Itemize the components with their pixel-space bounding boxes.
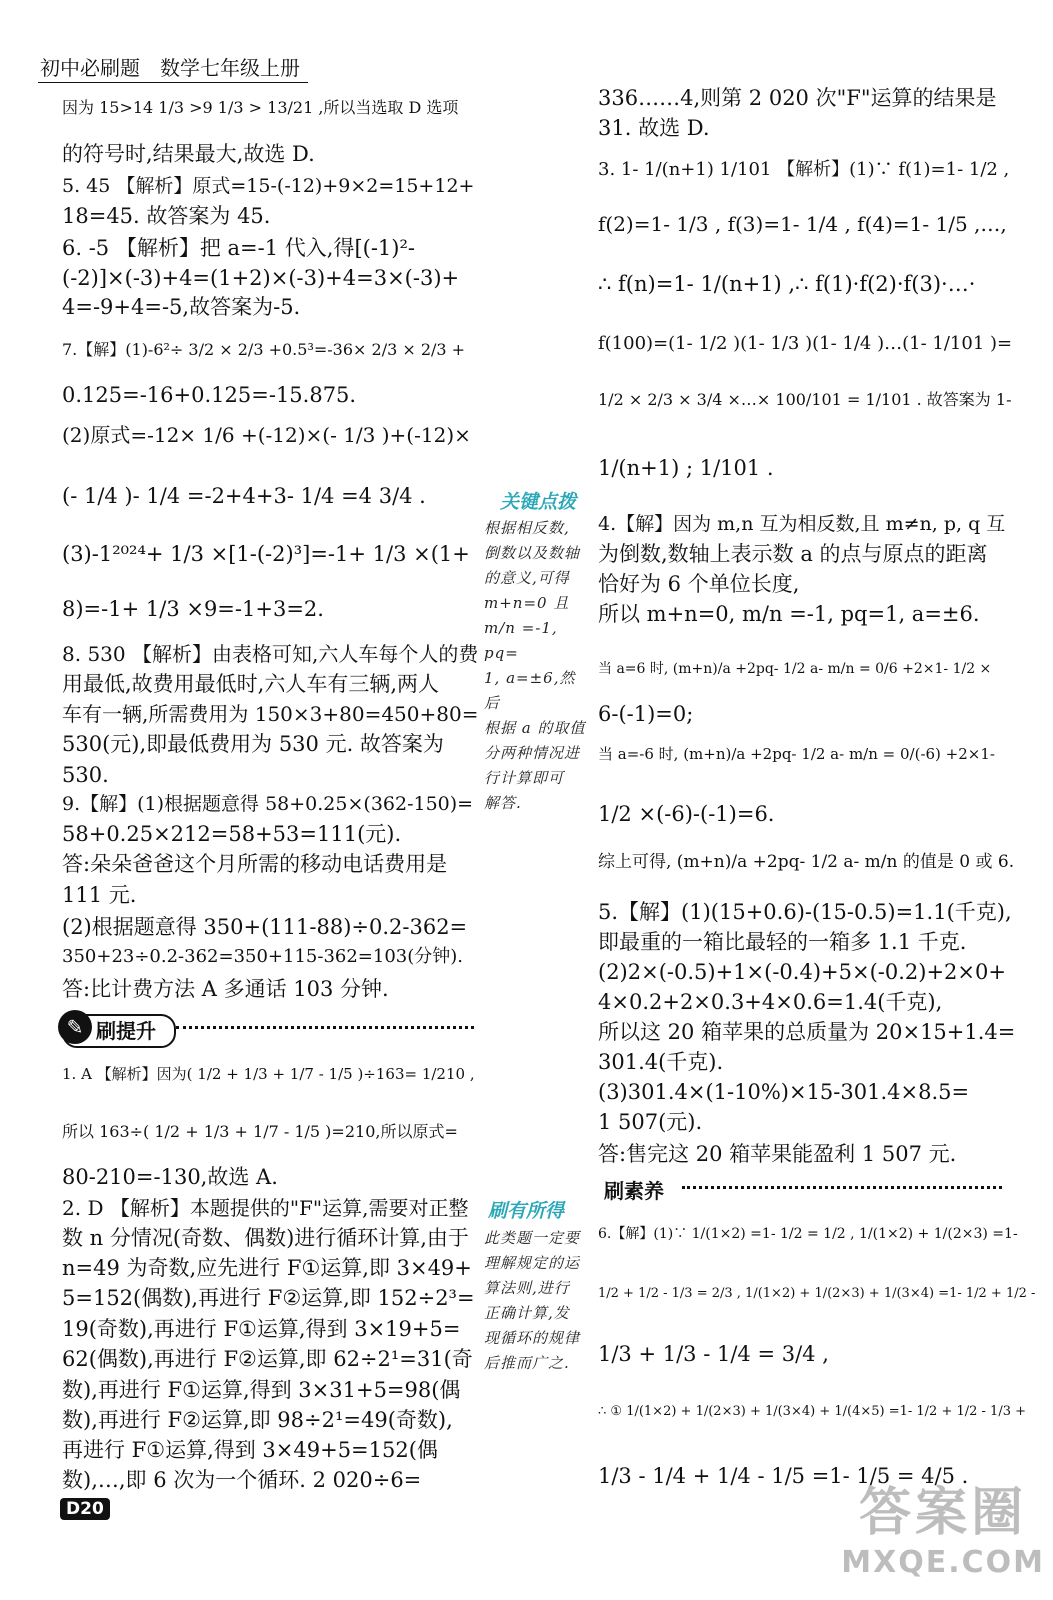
right-column-line: f(100)=(1- 1/2 )(1- 1/3 )(1- 1/4 )…(1- 1/101 )= — [598, 333, 1013, 354]
left-column-line: 数),再进行 F①运算,得到 3×31+5=98(偶 — [62, 1378, 461, 1402]
left-column-line: 1. A 【解析】因为( 1/2 + 1/3 + 1/7 - 1/5 )÷163= 1/210 , — [62, 1065, 475, 1083]
left-column-line: 58+0.25×212=58+53=111(元). — [62, 822, 402, 846]
right-column-line: 综上可得, (m+n)/a +2pq- 1/2 a- m/n 的值是 0 或 6. — [598, 852, 1015, 872]
page-header: 初中必刷题 数学七年级上册 — [40, 56, 300, 80]
sidebar-line: 正确计算,发 — [484, 1304, 570, 1322]
right-column-line: 当 a=6 时, (m+n)/a +2pq- 1/2 a- m/n = 0/6 +2×1- 1/2 × — [598, 661, 992, 677]
sidebar-line: 根据 a 的取值 — [484, 719, 586, 737]
right-column-line: 当 a=-6 时, (m+n)/a +2pq- 1/2 a- m/n = 0/(-6) +2×1- — [598, 745, 995, 763]
left-column-line: 9.【解】(1)根据题意得 58+0.25×(362-150)= — [62, 793, 474, 815]
key-points-title: 关键点拨 — [500, 491, 577, 513]
right-column-line: 1/3 + 1/3 - 1/4 = 3/4 , — [598, 1342, 829, 1366]
left-column-line: 6. -5 【解析】把 a=-1 代入,得[(-1)²- — [62, 236, 415, 260]
sidebar-line: 1, a=±6,然后 — [484, 669, 576, 712]
right-column-line: 336……4,则第 2 020 次"F"运算的结果是 — [598, 86, 997, 110]
right-column-line: 301.4(千克). — [598, 1050, 724, 1074]
divider — [682, 1186, 1002, 1189]
right-column-line: ∴ ① 1/(1×2) + 1/(2×3) + 1/(3×4) + 1/(4×5) =1- 1/2 + 1/2 - 1/3 + — [598, 1404, 1027, 1419]
right-column-line: 1/2 ×(-6)-(-1)=6. — [598, 802, 775, 826]
sidebar-line: 现循环的规律 — [484, 1329, 581, 1347]
left-column-line: 350+23÷0.2-362=350+115-362=103(分钟). — [62, 946, 464, 967]
left-column-line: 数 n 分情况(奇数、偶数)进行循环计算,由于 — [62, 1226, 469, 1250]
header-rule — [38, 82, 308, 83]
sidebar-line: 行计算即可 — [484, 769, 565, 787]
left-column-line: 8)=-1+ 1/3 ×9=-1+3=2. — [62, 597, 324, 621]
right-column-line: 答:售完这 20 箱苹果能盈利 1 507 元. — [598, 1142, 957, 1166]
left-column-line: 0.125=-16+0.125=-15.875. — [62, 383, 357, 407]
sidebar-line: 后推而广之. — [484, 1354, 570, 1372]
right-column-line: (2)2×(-0.5)+1×(-0.4)+5×(-0.2)+2×0+ — [598, 960, 1006, 984]
left-column-line: 5. 45 【解析】原式=15-(-12)+9×2=15+12+ — [62, 175, 475, 197]
right-column-line: 4.【解】因为 m,n 互为相反数,且 m≠n, p, q 互 — [598, 513, 1006, 535]
left-column-line: 18=45. 故答案为 45. — [62, 204, 271, 228]
left-column-line: (2)根据题意得 350+(111-88)÷0.2-362= — [62, 915, 468, 939]
left-column-line: n=49 为奇数,应先进行 F①运算,即 3×49+ — [62, 1256, 472, 1280]
right-column-line: (3)301.4×(1-10%)×15-301.4×8.5= — [598, 1080, 970, 1104]
left-column-line: 答:朵朵爸爸这个月所需的移动电话费用是 — [62, 852, 448, 876]
sidebar-line: 分两种情况进 — [484, 744, 581, 762]
sidebar-line: 解答. — [484, 794, 522, 812]
left-column-line: 7.【解】(1)-6²÷ 3/2 × 2/3 +0.5³=-36× 2/3 × 2/3 + — [62, 340, 466, 359]
left-column-line: 8. 530 【解析】由表格可知,六人车每个人的费 — [62, 642, 479, 666]
key-points-note — [484, 516, 590, 816]
right-column-line: 1/(n+1) ; 1/101 . — [598, 456, 774, 480]
left-column-line: 的符号时,结果最大,故选 D. — [62, 142, 315, 166]
left-column-line: (3)-1²⁰²⁴+ 1/3 ×[1-(-2)³]=-1+ 1/3 ×(1+ — [62, 542, 470, 566]
left-column-line: 所以 163÷( 1/2 + 1/3 + 1/7 - 1/5 )=210,所以原式= — [62, 1122, 458, 1141]
left-column-line: 530(元),即最低费用为 530 元. 故答案为 — [62, 732, 444, 756]
left-column-line: 用最低,故费用最低时,六人车有三辆,两人 — [62, 672, 440, 696]
right-column-line: 1 507(元). — [598, 1110, 703, 1134]
book-icon: ✎ — [58, 1010, 92, 1044]
left-column-line: 数),…,即 6 次为一个循环. 2 020÷6= — [62, 1468, 422, 1492]
right-column-line: 5.【解】(1)(15+0.6)-(15-0.5)=1.1(千克), — [598, 900, 1012, 924]
left-column-line: 62(偶数),再进行 F②运算,即 62÷2¹=31(奇 — [62, 1347, 473, 1371]
right-column-line: 4×0.2+2×0.3+4×0.6=1.4(千克), — [598, 990, 943, 1014]
right-column-line: 1/2 + 1/2 - 1/3 = 2/3 , 1/(1×2) + 1/(2×3) + 1/(3×4) =1- 1/2 + 1/2 - — [598, 1286, 1036, 1301]
page-number: D20 — [60, 1498, 110, 1520]
right-column-line: 6.【解】(1)∵ 1/(1×2) =1- 1/2 = 1/2 , 1/(1×2) + 1/(2×3) =1- — [598, 1226, 1018, 1242]
right-column-line: 1/2 × 2/3 × 3/4 ×…× 100/101 = 1/101 . 故答案为 1- — [598, 390, 1012, 409]
left-column-line: 因为 15>14 1/3 >9 1/3 > 13/21 ,所以当选取 D 选项 — [62, 98, 459, 117]
sidebar-line: 算法则,进行 — [484, 1279, 570, 1297]
left-column-line: 4=-9+4=-5,故答案为-5. — [62, 295, 301, 319]
left-column-line: 19(奇数),再进行 F①运算,得到 3×19+5= — [62, 1317, 461, 1341]
left-column-line: (- 1/4 )- 1/4 =-2+4+3- 1/4 =4 3/4 . — [62, 484, 426, 508]
section-title-suyang: 刷素养 — [604, 1179, 664, 1203]
left-column-line: (-2)]×(-3)+4=(1+2)×(-3)+4=3×(-3)+ — [62, 266, 460, 290]
watermark-url: MXQE.COM — [841, 1545, 1045, 1580]
left-column-line: 111 元. — [62, 883, 137, 907]
left-column-line: 数),再进行 F②运算,即 98÷2¹=49(奇数), — [62, 1408, 453, 1432]
sidebar-line: 此类题一定要 — [484, 1229, 581, 1247]
sidebar-line: 理解规定的运 — [484, 1254, 581, 1272]
section-title-tisheng: 刷提升 — [96, 1019, 156, 1043]
right-column-line: 为倒数,数轴上表示数 a 的点与原点的距离 — [598, 542, 988, 566]
right-column-line: f(2)=1- 1/3 , f(3)=1- 1/4 , f(4)=1- 1/5 ,…, — [598, 212, 1007, 236]
right-column-line: 即最重的一箱比最轻的一箱多 1.1 千克. — [598, 930, 967, 954]
left-column-line: 5=152(偶数),再进行 F②运算,即 152÷2³= — [62, 1286, 475, 1310]
sidebar-line: 根据相反数, — [484, 519, 570, 537]
divider — [176, 1026, 474, 1029]
right-column-line: 31. 故选 D. — [598, 116, 710, 140]
left-column-line: (2)原式=-12× 1/6 +(-12)×(- 1/3 )+(-12)× — [62, 423, 471, 447]
watermark — [841, 1470, 1045, 1580]
left-column-line: 车有一辆,所需费用为 150×3+80=450+80= — [62, 702, 479, 726]
summary-title: 刷有所得 — [488, 1200, 565, 1222]
right-column-line: ∴ f(n)=1- 1/(n+1) ,∴ f(1)·f(2)·f(3)·…· — [598, 272, 976, 296]
sidebar-line: m/n =-1, pq= — [484, 619, 558, 662]
right-column-line: 恰好为 6 个单位长度, — [598, 572, 800, 596]
left-column-line: 答:比计费方法 A 多通话 103 分钟. — [62, 977, 389, 1001]
left-column-line: 530. — [62, 763, 109, 787]
right-column-line: 1/3 - 1/4 + 1/4 - 1/5 =1- 1/5 = 4/5 . — [598, 1464, 969, 1488]
sidebar-line: m+n=0 且 — [484, 594, 570, 612]
summary-note — [484, 1226, 590, 1376]
watermark-logo: 答案圈 — [859, 1483, 1028, 1543]
left-column-line: 再进行 F①运算,得到 3×49+5=152(偶 — [62, 1438, 438, 1462]
right-column-line: 所以 m+n=0, m/n =-1, pq=1, a=±6. — [598, 602, 980, 626]
right-column-line: 所以这 20 箱苹果的总质量为 20×15+1.4= — [598, 1020, 1016, 1044]
left-column-line: 80-210=-130,故选 A. — [62, 1165, 278, 1189]
right-column-line: 6-(-1)=0; — [598, 702, 694, 726]
right-column-line: 3. 1- 1/(n+1) 1/101 【解析】(1)∵ f(1)=1- 1/2 , — [598, 159, 1010, 180]
sidebar-line: 倒数以及数轴 — [484, 544, 581, 562]
sidebar-line: 的意义,可得 — [484, 569, 570, 587]
left-column-line: 2. D 【解析】本题提供的"F"运算,需要对正整 — [62, 1196, 469, 1220]
